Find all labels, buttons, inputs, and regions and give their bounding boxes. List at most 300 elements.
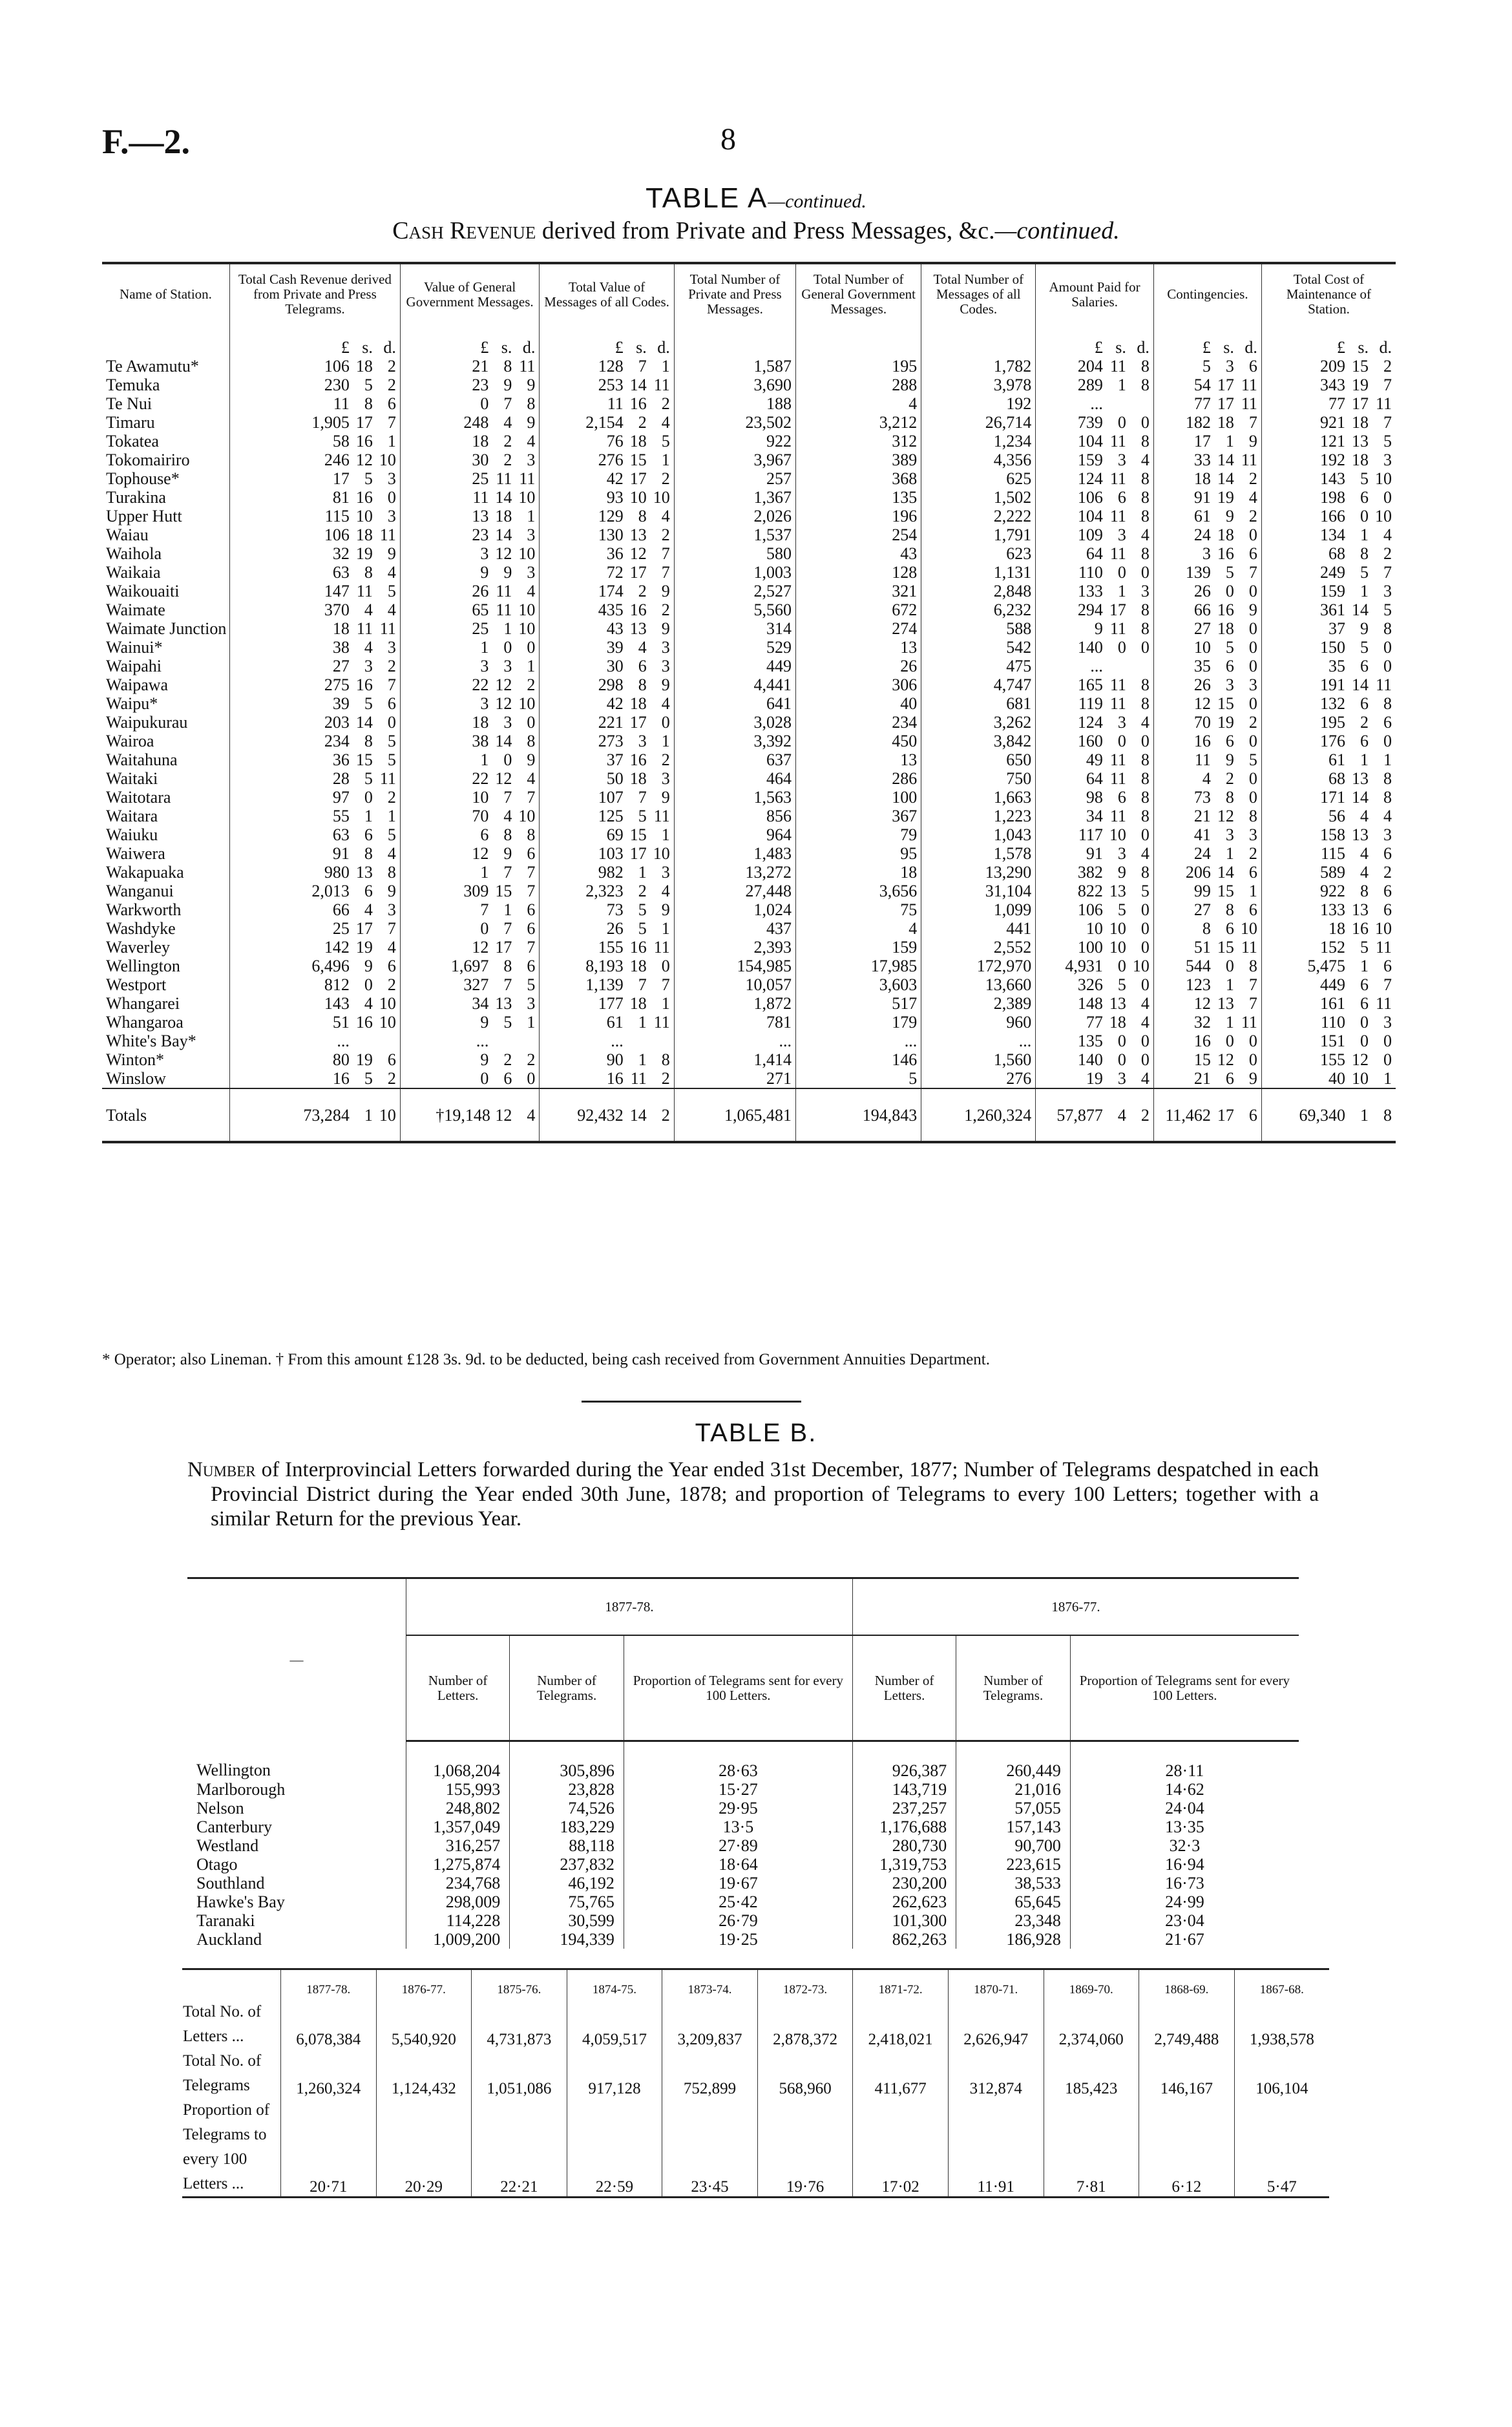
cell-total_value	[540, 1088, 674, 1142]
lsd-amount	[571, 525, 670, 544]
amount-d: 4	[527, 432, 536, 450]
column-header: Value of General Government Messages.	[400, 263, 540, 324]
cell-salaries	[1036, 844, 1154, 863]
amount-d: 4	[1140, 994, 1150, 1013]
lsd-amount	[1292, 1106, 1392, 1125]
amount-d: 10	[518, 488, 536, 507]
cell-govt_msgs: 517	[796, 994, 921, 1013]
cell-value: 1,051,086	[472, 2049, 567, 2098]
amount-l: 10	[1086, 919, 1103, 938]
cell-contingencies	[1153, 376, 1261, 394]
amount-l: 133	[1320, 900, 1345, 919]
amount-d: 2	[661, 600, 670, 619]
cell-salaries	[1036, 1069, 1154, 1088]
cell-private_msgs: 27,448	[674, 882, 795, 900]
year-header: 1869-70.	[1044, 1969, 1139, 2000]
lsd-amount	[1050, 863, 1150, 882]
cell-salaries	[1036, 957, 1154, 975]
unit-cell	[1153, 324, 1261, 357]
amount-s: 9	[503, 563, 512, 582]
cell-value: 18·64	[624, 1855, 852, 1874]
amount-d: 2	[1248, 507, 1257, 525]
cell-all_msgs: 1,234	[921, 432, 1036, 450]
lsd-amount	[571, 675, 670, 694]
cell-all_msgs: 2,389	[921, 994, 1036, 1013]
amount-d: 10	[518, 544, 536, 563]
station-name	[102, 750, 230, 769]
lsd-amount	[436, 1069, 535, 1088]
amount-s: 18	[1217, 525, 1234, 544]
cell-cost	[1261, 844, 1396, 863]
amount-d: 10	[518, 807, 536, 825]
cell-value: 194,339	[510, 1930, 624, 1949]
amount-l: 18	[472, 713, 489, 732]
cell-private_msgs: 1,003	[674, 563, 795, 582]
lsd-amount	[1292, 1069, 1392, 1088]
amount-s: 9	[1117, 863, 1126, 882]
amount-s: 11	[1109, 357, 1126, 376]
amount-s: 16	[629, 394, 647, 413]
amount-s: 10	[1109, 825, 1126, 844]
lsd-amount	[1158, 563, 1257, 582]
amount-d: 10	[379, 1105, 396, 1125]
amount-d: 2	[387, 1069, 396, 1088]
lsd-amount	[297, 750, 396, 769]
cell-contingencies	[1153, 450, 1261, 469]
amount-l: 36	[606, 544, 624, 563]
unit-l: £	[614, 338, 624, 357]
cell-private_msgs: 3,967	[674, 450, 795, 469]
amount-s: 6	[1360, 488, 1369, 507]
cell-govt_msgs: 367	[796, 807, 921, 825]
amount-s: 3	[1225, 675, 1234, 694]
amount-l: 8,193	[585, 957, 624, 975]
station-name	[102, 582, 230, 600]
cell-private_msgs: 449	[674, 657, 795, 675]
amount-d: 3	[1383, 825, 1392, 844]
amount-l: 12	[472, 938, 489, 957]
cell-cash	[230, 675, 401, 694]
cell-contingencies	[1153, 863, 1261, 882]
cell-all_msgs: 2,552	[921, 938, 1036, 957]
lsd-amount	[1050, 994, 1150, 1013]
cell-cost	[1261, 694, 1396, 713]
amount-s: 18	[355, 357, 373, 376]
cell-all_msgs: 1,502	[921, 488, 1036, 507]
station-label: Warkworth	[106, 900, 182, 919]
amount-l: 34	[472, 994, 489, 1013]
lsd-amount	[1292, 750, 1392, 769]
station-name	[102, 694, 230, 713]
cell-contingencies	[1153, 957, 1261, 975]
cell-govt_msgs: 26	[796, 657, 921, 675]
cell-private_msgs: 464	[674, 769, 795, 788]
amount-d: 5	[387, 582, 396, 600]
amount-l: 204	[1077, 357, 1103, 376]
amount-d: 9	[1248, 1069, 1257, 1088]
amount-l: 128	[598, 357, 624, 376]
cell-value: 46,192	[510, 1874, 624, 1892]
year-header: 1875-76.	[472, 1969, 567, 2000]
lsd-amount	[1158, 807, 1257, 825]
amount-d: 8	[1248, 807, 1257, 825]
cell-value: 155,993	[406, 1780, 510, 1799]
amount-l: 198	[1320, 488, 1345, 507]
year-header: 1876-77.	[376, 1969, 472, 2000]
lsd-amount	[1158, 713, 1257, 732]
amount-s: 1	[1360, 1105, 1369, 1125]
amount-d: 7	[661, 975, 670, 994]
cell-value: 74,526	[510, 1799, 624, 1818]
cell-value: 4,731,873	[472, 2000, 567, 2049]
lsd-amount	[1292, 488, 1392, 507]
cell-value: 262,623	[852, 1892, 956, 1911]
cell-all_msgs: 1,099	[921, 900, 1036, 919]
station-name	[102, 1032, 230, 1050]
cell-value: 4,059,517	[567, 2000, 662, 2049]
table-row	[102, 713, 1396, 732]
cell-govt	[400, 788, 540, 807]
cell-value: 1,260,324	[281, 2049, 377, 2098]
table-row	[102, 919, 1396, 938]
table-b	[187, 1577, 1299, 1949]
amount-l: 64	[1086, 544, 1103, 563]
cell-govt_msgs: 194,843	[796, 1088, 921, 1142]
amount-d: 10	[1375, 507, 1392, 525]
cell-govt_msgs: ...	[796, 1032, 921, 1050]
cell-cost	[1261, 713, 1396, 732]
cell-govt_msgs: 13	[796, 638, 921, 657]
cell-cost	[1261, 469, 1396, 488]
amount-l: 72	[606, 563, 624, 582]
amount-d: 8	[1140, 469, 1150, 488]
cell-salaries	[1036, 732, 1154, 750]
table-row	[102, 863, 1396, 882]
cell-cost	[1261, 507, 1396, 525]
amount-l: 161	[1320, 994, 1345, 1013]
amount-s: 15	[629, 450, 647, 469]
unit-labels	[1292, 338, 1392, 357]
amount-l: 28	[332, 769, 350, 788]
cell-govt	[400, 507, 540, 525]
amount-d: 8	[527, 732, 536, 750]
amount-s: 4	[1360, 807, 1369, 825]
table-row	[187, 1741, 1299, 1781]
amount-d: 0	[1140, 919, 1150, 938]
amount-d: 1	[387, 807, 396, 825]
amount-s: 2	[503, 1050, 512, 1069]
cell-total_value	[540, 807, 674, 825]
lsd-amount	[1050, 638, 1150, 657]
amount-s: 11	[496, 469, 512, 488]
cell-salaries	[1036, 1013, 1154, 1032]
cell-all_msgs: 192	[921, 394, 1036, 413]
table-row	[102, 469, 1396, 488]
cell-private_msgs: 3,690	[674, 376, 795, 394]
cell-total_value	[540, 1013, 674, 1032]
unit-cell	[400, 324, 540, 357]
amount-s: 6	[1225, 1069, 1234, 1088]
unit-l: £	[480, 338, 489, 357]
cell-all_msgs: 650	[921, 750, 1036, 769]
cell-value: 101,300	[852, 1911, 956, 1930]
amount-d: 7	[1248, 994, 1257, 1013]
amount-l: 130	[598, 525, 624, 544]
amount-d: 6	[387, 394, 396, 413]
cell-cost	[1261, 582, 1396, 600]
cell-total_value	[540, 825, 674, 844]
period-header: 1877-78.	[406, 1578, 853, 1636]
amount-s: 13	[1352, 825, 1369, 844]
amount-s: 0	[1117, 638, 1126, 657]
lsd-amount	[297, 975, 396, 994]
cell-cost	[1261, 675, 1396, 694]
amount-l: 117	[1078, 825, 1103, 844]
unit-d: d.	[522, 338, 536, 357]
amount-s: 1	[1360, 957, 1369, 975]
amount-d: 7	[527, 938, 536, 957]
amount-s: 0	[1117, 1032, 1126, 1050]
amount-l: 171	[1320, 788, 1345, 807]
lsd-amount	[1158, 938, 1257, 957]
station-label: Waipukurau	[106, 713, 188, 732]
station-name	[102, 844, 230, 863]
year-header: 1872-73.	[757, 1969, 853, 2000]
cell-all_msgs: 1,782	[921, 357, 1036, 376]
cell-contingencies	[1153, 1050, 1261, 1069]
table-row	[102, 657, 1396, 675]
lsd-amount	[1158, 957, 1257, 975]
amount-s: 11	[1109, 807, 1126, 825]
amount-l: 106	[324, 525, 350, 544]
station-label: Temuka	[106, 376, 160, 394]
amount-s: 5	[1360, 469, 1369, 488]
table-row	[102, 957, 1396, 975]
cell-contingencies	[1153, 507, 1261, 525]
cell-contingencies	[1153, 619, 1261, 638]
lsd-amount	[1158, 413, 1257, 432]
amount-s: 5	[364, 769, 373, 788]
lsd-amount	[1292, 1013, 1392, 1032]
amount-d: 0	[1248, 732, 1257, 750]
amount-d: 10	[379, 994, 396, 1013]
amount-s: 2	[503, 432, 512, 450]
lsd-amount	[436, 525, 535, 544]
cell-cash	[230, 507, 401, 525]
lsd-amount	[1050, 1106, 1150, 1125]
lsd-amount	[436, 469, 535, 488]
cell-cost	[1261, 657, 1396, 675]
amount-l: 129	[598, 507, 624, 525]
lsd-amount	[1158, 544, 1257, 563]
amount-s: 4	[503, 413, 512, 432]
table-a	[102, 262, 1396, 1143]
station-name	[102, 769, 230, 788]
amount-l: 343	[1320, 376, 1345, 394]
lsd-amount	[436, 1050, 535, 1069]
amount-d: 5	[1383, 432, 1392, 450]
year-header: 1870-71.	[948, 1969, 1044, 2000]
amount-l: 22	[472, 769, 489, 788]
station-name	[102, 638, 230, 657]
amount-d: 11	[1241, 394, 1257, 413]
unit-l: £	[1337, 338, 1345, 357]
amount-l: 151	[1320, 1032, 1345, 1050]
cell-govt_msgs: 3,656	[796, 882, 921, 900]
cell-salaries	[1036, 507, 1154, 525]
cell-value: 7·81	[1044, 2098, 1139, 2198]
amount-l: 38	[332, 638, 350, 657]
cell-govt_msgs: 3,212	[796, 413, 921, 432]
amount-d: 11	[653, 938, 670, 957]
lsd-amount	[1292, 713, 1392, 732]
cell-govt	[400, 432, 540, 450]
section-divider	[582, 1401, 801, 1403]
district-name: Taranaki	[196, 1911, 255, 1930]
amount-s: 15	[1217, 694, 1234, 713]
station-label: Tophouse*	[106, 469, 180, 488]
cell-value: 280,730	[852, 1836, 956, 1855]
amount-s: 7	[503, 863, 512, 882]
amount-l: 12	[1193, 694, 1211, 713]
amount-s: 0	[503, 638, 512, 657]
amount-l: 327	[463, 975, 489, 994]
cell-value: 234,768	[406, 1874, 510, 1892]
table-row	[102, 1069, 1396, 1088]
amount-d: 11	[1375, 675, 1392, 694]
cell-salaries	[1036, 1088, 1154, 1142]
amount-s: 5	[1225, 563, 1234, 582]
cell-value: 106,104	[1234, 2049, 1329, 2098]
amount-d: 11	[653, 1013, 670, 1032]
table-row	[102, 1050, 1396, 1069]
cell-cost	[1261, 432, 1396, 450]
lsd-amount	[297, 488, 396, 507]
station-label: Washdyke	[106, 919, 176, 938]
lsd-amount	[1158, 619, 1257, 638]
cell-salaries	[1036, 469, 1154, 488]
amount-d: 9	[527, 413, 536, 432]
cell-value: 11·91	[948, 2098, 1044, 2198]
amount-l: 140	[1077, 1050, 1103, 1069]
amount-l: 361	[1320, 600, 1345, 619]
amount-l: 40	[1328, 1069, 1345, 1088]
amount-l: 150	[1320, 638, 1345, 657]
lsd-amount	[436, 675, 535, 694]
amount-s: 0	[1360, 1032, 1369, 1050]
lsd-amount	[1158, 450, 1257, 469]
station-name	[102, 1013, 230, 1032]
amount-d: 2	[387, 376, 396, 394]
cell-private_msgs: ...	[674, 1032, 795, 1050]
lsd-amount	[1050, 975, 1150, 994]
amount-s: 14	[1217, 469, 1234, 488]
amount-s: 14	[629, 1105, 647, 1125]
district-name: Hawke's Bay	[196, 1892, 285, 1911]
lsd-amount	[571, 732, 670, 750]
unit-labels	[1158, 338, 1257, 357]
lsd-amount	[436, 957, 535, 975]
amount-s: 14	[495, 488, 512, 507]
cell-value: 752,899	[662, 2049, 758, 2098]
lsd-amount	[436, 788, 535, 807]
lsd-amount	[1158, 469, 1257, 488]
amount-l: 1	[480, 863, 489, 882]
cell-govt_msgs: 254	[796, 525, 921, 544]
lsd-amount	[1158, 507, 1257, 525]
amount-d: 0	[1140, 563, 1150, 582]
amount-l: 3	[480, 544, 489, 563]
table-b-title: TABLE B.	[695, 1419, 817, 1447]
amount-l: 77	[1328, 394, 1345, 413]
unit-l: £	[341, 338, 350, 357]
cell-cash	[230, 694, 401, 713]
amount-l: 80	[332, 1050, 350, 1069]
lsd-amount	[1050, 469, 1150, 488]
cell-value: 38,533	[956, 1874, 1071, 1892]
cell-value: 27·89	[624, 1836, 852, 1855]
cell-cash	[230, 919, 401, 938]
amount-l: 234	[324, 732, 350, 750]
amount-d: 7	[527, 882, 536, 900]
amount-d: 9	[1248, 432, 1257, 450]
cell-govt_msgs: 13	[796, 750, 921, 769]
cell-value: 25·42	[624, 1892, 852, 1911]
cell-salaries	[1036, 900, 1154, 919]
amount-l: 27	[1193, 619, 1211, 638]
amount-s: 17	[1217, 376, 1234, 394]
amount-l: 143	[1320, 469, 1345, 488]
amount-l: 12	[472, 844, 489, 863]
cell-value: 20·29	[376, 2098, 472, 2198]
unit-l: £	[1094, 338, 1103, 357]
amount-d: 11	[1375, 938, 1392, 957]
cell-all_msgs: 1,223	[921, 807, 1036, 825]
amount-l: 140	[1077, 638, 1103, 657]
cell-govt_msgs: 128	[796, 563, 921, 582]
cell-cash	[230, 357, 401, 376]
unit-s: s.	[501, 338, 512, 357]
amount-l: 115	[1320, 844, 1345, 863]
column-header: Number of Telegrams.	[956, 1635, 1071, 1741]
amount-s: 16	[355, 432, 373, 450]
station-name	[102, 376, 230, 394]
cell-govt_msgs: 286	[796, 769, 921, 788]
lsd-amount	[571, 469, 670, 488]
amount-l: 18	[472, 432, 489, 450]
table-row	[102, 788, 1396, 807]
amount-s: 4	[1117, 1105, 1126, 1125]
cell-salaries	[1036, 357, 1154, 376]
lsd-amount	[297, 957, 396, 975]
page-identifier: F.—2.	[102, 122, 191, 161]
amount-l: 11	[1194, 750, 1211, 769]
station-label: Waiwera	[106, 844, 165, 863]
amount-l: 206	[1185, 863, 1211, 882]
amount-l: 249	[1320, 563, 1345, 582]
cell-salaries	[1036, 1050, 1154, 1069]
cell-value: 23·45	[662, 2098, 758, 2198]
amount-s: 3	[1225, 825, 1234, 844]
amount-s: 10	[1109, 919, 1126, 938]
amount-s: 9	[364, 957, 373, 975]
lsd-amount	[571, 882, 670, 900]
amount-l: 51	[332, 1013, 350, 1032]
cell-all_msgs: 1,578	[921, 844, 1036, 863]
table-a-subtitle	[0, 217, 1512, 245]
cell-value: 30,599	[510, 1911, 624, 1930]
amount-d: 11	[1241, 1013, 1257, 1032]
